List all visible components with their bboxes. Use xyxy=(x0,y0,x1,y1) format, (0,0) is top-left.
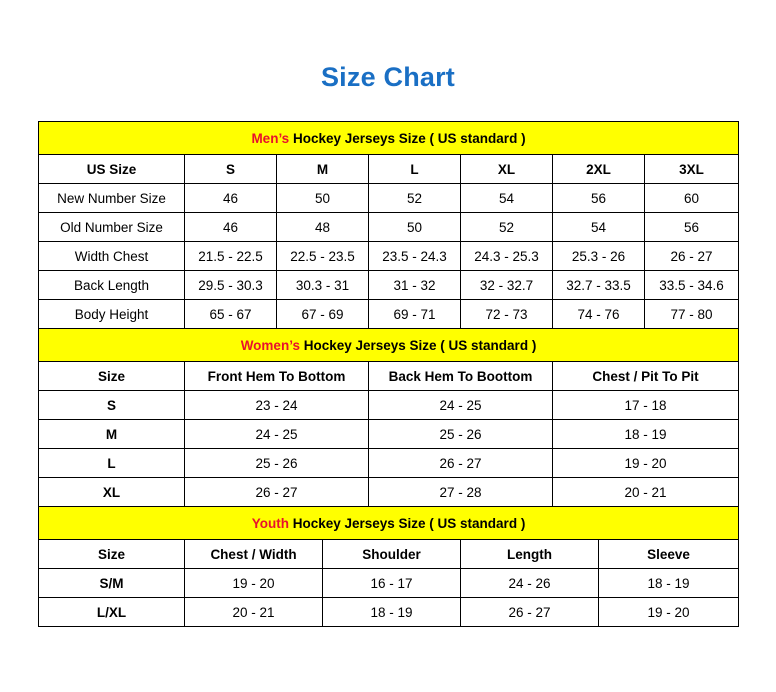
youth-row-1-cell-2: 18 - 19 xyxy=(323,598,461,627)
table-section-heading-row xyxy=(39,507,739,540)
mens-heading-accent: Men’s xyxy=(251,130,290,146)
table-row xyxy=(39,213,739,242)
size-chart-tables xyxy=(38,121,738,627)
mens-row-4-cell-6: 77 - 80 xyxy=(645,300,739,329)
youth-col-2: Shoulder xyxy=(323,540,461,569)
mens-heading-rest: Hockey Jerseys Size ( US standard ) xyxy=(289,130,526,146)
youth-heading-accent: Youth xyxy=(251,515,289,531)
mens-row-4-cell-1: 65 - 67 xyxy=(185,300,277,329)
youth-row-1-label: L/XL xyxy=(39,598,185,627)
mens-row-1-cell-3: 50 xyxy=(369,213,461,242)
womens-row-3-label: XL xyxy=(39,478,185,507)
womens-row-3-cell-3: 20 - 21 xyxy=(553,478,739,507)
youth-col-0: Size xyxy=(39,540,185,569)
table-row xyxy=(39,391,739,420)
youth-col-1: Chest / Width xyxy=(185,540,323,569)
table-section-heading-row xyxy=(39,329,739,362)
mens-row-2-cell-6: 26 - 27 xyxy=(645,242,739,271)
womens-row-1-cell-3: 18 - 19 xyxy=(553,420,739,449)
mens-row-2-cell-2: 22.5 - 23.5 xyxy=(277,242,369,271)
mens-row-1-cell-6: 56 xyxy=(645,213,739,242)
mens-row-3-cell-1: 29.5 - 30.3 xyxy=(185,271,277,300)
mens-row-3-cell-5: 32.7 - 33.5 xyxy=(553,271,645,300)
mens-row-2-cell-1: 21.5 - 22.5 xyxy=(185,242,277,271)
mens-row-2-cell-4: 24.3 - 25.3 xyxy=(461,242,553,271)
mens-col-2: M xyxy=(277,155,369,184)
table-row xyxy=(39,420,739,449)
youth-row-0-cell-1: 19 - 20 xyxy=(185,569,323,598)
youth-row-0-cell-3: 24 - 26 xyxy=(461,569,599,598)
womens-size-table xyxy=(38,328,739,507)
table-row xyxy=(39,598,739,627)
womens-col-3: Chest / Pit To Pit xyxy=(553,362,739,391)
mens-col-1: S xyxy=(185,155,277,184)
mens-row-4-cell-3: 69 - 71 xyxy=(369,300,461,329)
youth-size-table xyxy=(38,506,739,627)
mens-row-2-label: Width Chest xyxy=(39,242,185,271)
youth-row-0-label: S/M xyxy=(39,569,185,598)
womens-row-2-cell-1: 25 - 26 xyxy=(185,449,369,478)
mens-row-3-cell-3: 31 - 32 xyxy=(369,271,461,300)
womens-row-3-cell-1: 26 - 27 xyxy=(185,478,369,507)
womens-row-2-label: L xyxy=(39,449,185,478)
mens-row-2-cell-5: 25.3 - 26 xyxy=(553,242,645,271)
youth-row-1-cell-3: 26 - 27 xyxy=(461,598,599,627)
mens-row-0-cell-6: 60 xyxy=(645,184,739,213)
youth-row-1-cell-1: 20 - 21 xyxy=(185,598,323,627)
womens-heading-rest: Hockey Jerseys Size ( US standard ) xyxy=(299,337,537,353)
womens-col-0: Size xyxy=(39,362,185,391)
mens-col-5: 2XL xyxy=(553,155,645,184)
mens-row-0-cell-1: 46 xyxy=(185,184,277,213)
table-row xyxy=(39,300,739,329)
youth-row-0-cell-2: 16 - 17 xyxy=(323,569,461,598)
mens-row-4-cell-2: 67 - 69 xyxy=(277,300,369,329)
womens-row-0-cell-3: 17 - 18 xyxy=(553,391,739,420)
mens-row-3-cell-6: 33.5 - 34.6 xyxy=(645,271,739,300)
table-section-heading-row xyxy=(39,122,739,155)
mens-row-3-cell-2: 30.3 - 31 xyxy=(277,271,369,300)
womens-row-0-cell-1: 23 - 24 xyxy=(185,391,369,420)
mens-row-0-cell-4: 54 xyxy=(461,184,553,213)
mens-row-1-label: Old Number Size xyxy=(39,213,185,242)
womens-row-1-cell-2: 25 - 26 xyxy=(369,420,553,449)
youth-col-3: Length xyxy=(461,540,599,569)
table-header-row xyxy=(39,540,739,569)
youth-row-0-cell-4: 18 - 19 xyxy=(599,569,739,598)
mens-row-0-cell-3: 52 xyxy=(369,184,461,213)
youth-row-1-cell-4: 19 - 20 xyxy=(599,598,739,627)
youth-section-heading xyxy=(39,507,739,540)
womens-row-2-cell-2: 26 - 27 xyxy=(369,449,553,478)
womens-col-1: Front Hem To Bottom xyxy=(185,362,369,391)
womens-col-2: Back Hem To Boottom xyxy=(369,362,553,391)
womens-heading-accent: Women’s xyxy=(240,337,300,353)
womens-row-0-label: S xyxy=(39,391,185,420)
mens-row-0-cell-2: 50 xyxy=(277,184,369,213)
mens-row-1-cell-1: 46 xyxy=(185,213,277,242)
table-header-row xyxy=(39,155,739,184)
mens-row-4-cell-4: 72 - 73 xyxy=(461,300,553,329)
mens-section-heading xyxy=(39,122,739,155)
womens-row-3-cell-2: 27 - 28 xyxy=(369,478,553,507)
mens-col-6: 3XL xyxy=(645,155,739,184)
youth-heading-rest: Hockey Jerseys Size ( US standard ) xyxy=(288,515,526,531)
table-row xyxy=(39,478,739,507)
mens-row-1-cell-5: 54 xyxy=(553,213,645,242)
womens-row-1-label: M xyxy=(39,420,185,449)
mens-row-2-cell-3: 23.5 - 24.3 xyxy=(369,242,461,271)
mens-size-table xyxy=(38,121,739,329)
womens-row-2-cell-3: 19 - 20 xyxy=(553,449,739,478)
page-title: Size Chart xyxy=(320,62,456,92)
womens-row-1-cell-1: 24 - 25 xyxy=(185,420,369,449)
mens-row-4-cell-5: 74 - 76 xyxy=(553,300,645,329)
womens-row-0-cell-2: 24 - 25 xyxy=(369,391,553,420)
mens-row-1-cell-2: 48 xyxy=(277,213,369,242)
mens-col-4: XL xyxy=(461,155,553,184)
mens-row-0-cell-5: 56 xyxy=(553,184,645,213)
mens-col-3: L xyxy=(369,155,461,184)
youth-col-4: Sleeve xyxy=(599,540,739,569)
womens-section-heading xyxy=(39,329,739,362)
table-row xyxy=(39,271,739,300)
table-row xyxy=(39,184,739,213)
mens-row-3-label: Back Length xyxy=(39,271,185,300)
mens-col-0: US Size xyxy=(39,155,185,184)
mens-row-0-label: New Number Size xyxy=(39,184,185,213)
table-row xyxy=(39,449,739,478)
mens-row-4-label: Body Height xyxy=(39,300,185,329)
mens-row-1-cell-4: 52 xyxy=(461,213,553,242)
mens-row-3-cell-4: 32 - 32.7 xyxy=(461,271,553,300)
table-row xyxy=(39,242,739,271)
table-row xyxy=(39,569,739,598)
table-header-row xyxy=(39,362,739,391)
